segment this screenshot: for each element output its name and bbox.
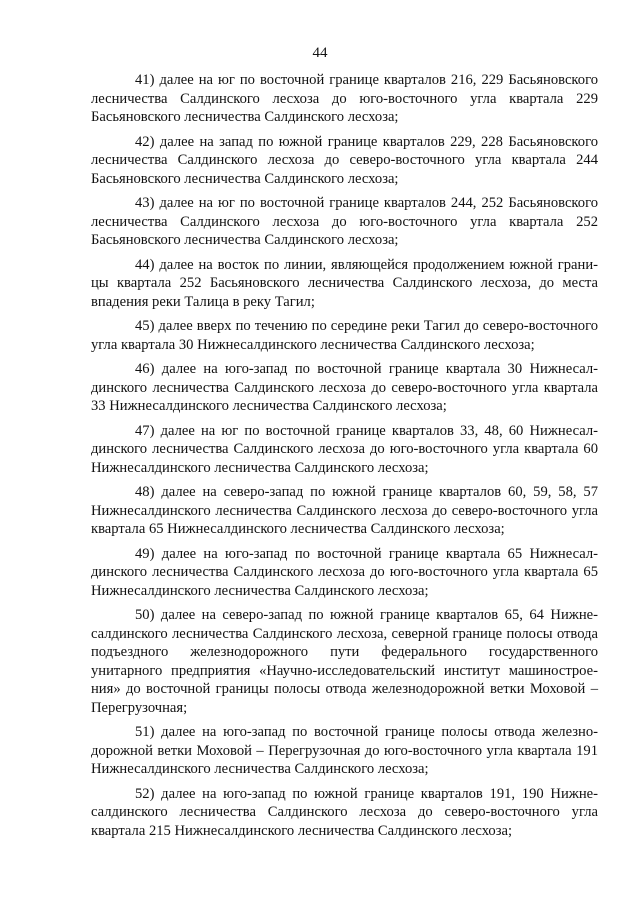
paragraph-42: 42) далее на запад по южной границе кварталов 229, 228 Басьяновского лесничества Салдинского лесхоза до северо-восточного угла квартала 244 Басьяновского лесничества Салдинского лесхоза; [91,133,598,187]
paragraph-45: 45) далее вверх по течению по середине реки Тагил до северо-восточного угла квартала 30 Нижнесалдинского лесничества Салдинского лесхоза; [91,318,598,353]
paragraph-50: 50) далее на северо-запад по южной границе кварталов 65, 64 Нижнесалдинского лесничества Салдинского лесхоза, северной границе полосы отвода подъездного железнодорожного пути федерального государственного унитарного предприятия «Научно-исследовательский институт машиностроения» до восточной границы полосы отвода железнодорожной ветки Моховой – Перегрузочная; [91,607,598,716]
paragraph-46: 46) далее на юго-запад по восточной границе квартала 30 Нижнесалдинского лесничества Салдинского лесхоза до северо-восточного угла квартала 33 Нижнесалдинского лесничества Салдинского лесхоза; [91,361,598,414]
paragraph-41: 41) далее на юг по восточной границе кварталов 216, 229 Басьяновского лесничества Салдинского лесхоза до юго-восточного угла квартала 229 Басьяновского лесничества Салдинского лесхоза; [91,72,598,125]
paragraph-52: 52) далее на юго-запад по южной границе кварталов 191, 190 Нижнесалдинского лесничества Салдинского лесхоза до северо-восточного угла квартала 215 Нижнесалдинского лесничества Салдинского лесхоза; [91,785,598,839]
document-body [91,71,598,846]
paragraph-44: 44) далее на восток по линии, являющейся продолжением южной границы квартала 252 Басьяновского лесничества Салдинского лесхоза, до места впадения реки Талица в реку Тагил; [91,256,598,310]
paragraph-48: 48) далее на северо-запад по южной границе кварталов 60, 59, 58, 57 Нижнесалдинского лесничества Салдинского лесхоза до северо-восточного угла квартала 65 Нижнесалдинского лесничества Салдинского лесхоза; [91,484,598,537]
paragraph-49: 49) далее на юго-запад по восточной границе квартала 65 Нижнесалдинского лесничества Салдинского лесхоза до юго-восточного угла квартала 65 Нижнесалдинского лесничества Салдинского лесхоза; [91,545,598,599]
paragraph-51: 51) далее на юго-запад по восточной границе полосы отвода железнодорожной ветки Моховой – Перегрузочная до юго-восточного угла квартала 191 Нижнесалдинского лесничества Салдинского лесхоза; [91,724,598,777]
paragraph-43: 43) далее на юг по восточной границе кварталов 244, 252 Басьяновского лесничества Салдинского лесхоза до юго-восточного угла квартала 252 Басьяновского лесничества Салдинского лесхоза; [91,195,598,248]
paragraph-47: 47) далее на юг по восточной границе кварталов 33, 48, 60 Нижнесалдинского лесничества Салдинского лесхоза до юго-восточного угла квартала 60 Нижнесалдинского лесничества Салдинского лесхоза; [91,422,598,476]
page-number: 44 [312,45,328,61]
